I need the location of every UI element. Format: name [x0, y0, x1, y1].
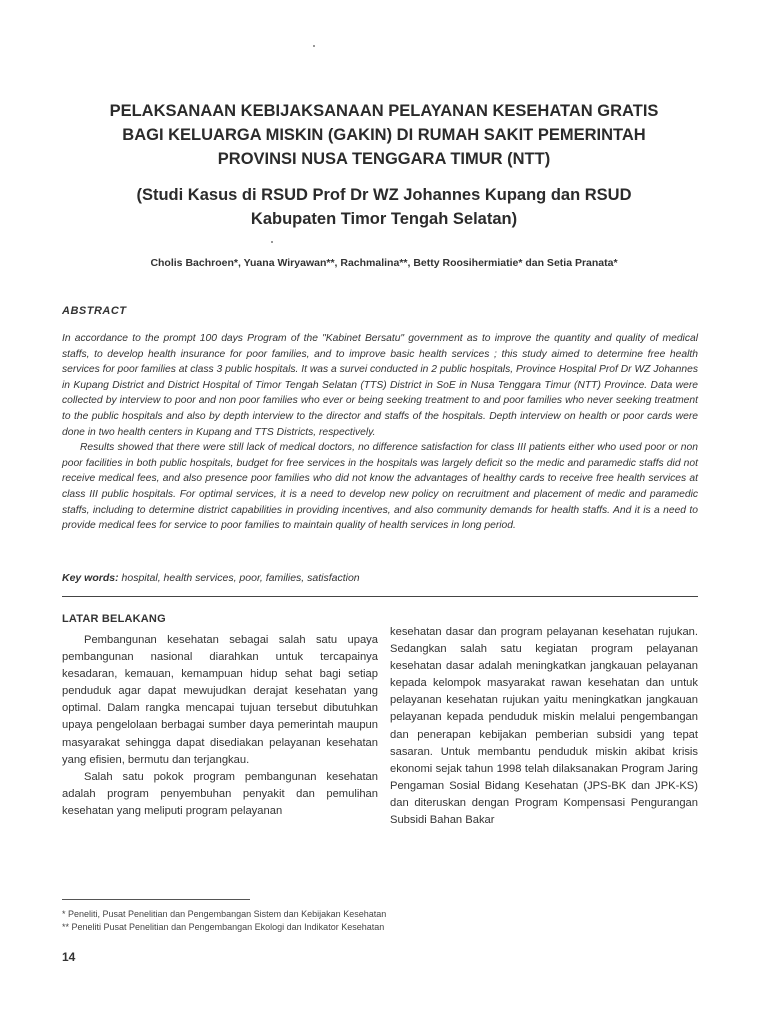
subtitle-line: Kabupaten Timor Tengah Selatan)	[250, 210, 518, 228]
left-column	[62, 612, 378, 820]
section-heading: LATAR BELAKANG	[62, 613, 166, 625]
abstract-body	[62, 331, 698, 534]
keywords-label: Key words:	[62, 572, 119, 584]
body-paragraph: Salah satu pokok program pembangunan kesehatan adalah program penyembuhan penyakit dan pemulihan kesehatan yang meliputi program pelayanan	[62, 770, 378, 817]
title-line: BAGI KELUARGA MISKIN (GAKIN) DI RUMAH SAKIT PEMERINTAH	[122, 126, 646, 144]
keywords	[62, 572, 360, 584]
body-paragraph: kesehatan dasar dan program pelayanan kesehatan rujukan. Sedangkan salah satu kegiatan program pelayanan kesehatan dasar adalah meningkatkan jangkauan pelayanan kepada kelompok masyarakat rawan kesehatan dan untuk pelayanan kesehatan rujukan yaitu meningkatkan jangkauan pelayanan kepada penduduk miskin melalui pengembangan dan penerapan kebijakan pemberian subsidi yang tepat sasaran. Untuk membantu penduduk miskin akibat krisis ekonomi sejak tahun 1998 telah dilaksanakan Program Jaring Pengaman Sosial Bidang Kesehatan (JPS-BK dan JPK-KS) dan diteruskan dengan Program Kompensasi Pengurangan Subsidi Bahan Bakar	[390, 626, 698, 827]
page-number: 14	[62, 950, 76, 964]
section-divider	[62, 596, 698, 597]
scan-speck	[313, 45, 315, 47]
footnote: * Peneliti, Pusat Penelitian dan Pengembangan Sistem dan Kebijakan Kesehatan	[62, 909, 387, 919]
title-line: PELAKSANAAN KEBIJAKSANAAN PELAYANAN KESEHATAN GRATIS	[109, 102, 659, 120]
keywords-text: hospital, health services, poor, families, satisfaction	[121, 572, 360, 584]
footnotes	[62, 908, 386, 934]
author-list: Cholis Bachroen*, Yuana Wiryawan**, Rachmalina**, Betty Roosihermiatie* dan Setia Pranata*	[150, 257, 618, 269]
abstract-paragraph: In accordance to the prompt 100 days Program of the "Kabinet Bersatu" government as to improve the quantity and quality of medical staffs, to develop health insurance for poor families, and to improve basic health services ; this study aimed to determine free health services for poor families at class 3 public hospitals. It was a survei conducted in 2 public hospitals, Province Hospital Prof Dr WZ Johannes in Kupang District and District Hospital of Timor Tengah Selatan (TTS) District in SoE in Nusa Tenggara Timur (NTT) Province. Data were collected by interview to poor and non poor families who ever or being seeking treatment to and poor families who never seeking treatment to the public hospitals and also by depth interview to the director and staffs of the hospitals. Depth interview on health or poor cards were done in two health centers in Kupang and TTS Districts, respectively.	[62, 333, 698, 438]
footnote: ** Peneliti Pusat Penelitian dan Pengembangan Ekologi dan Indikator Kesehatan	[62, 922, 385, 932]
subtitle-line: (Studi Kasus di RSUD Prof Dr WZ Johannes Kupang dan RSUD	[136, 186, 632, 204]
footnote-divider	[62, 899, 250, 900]
right-column	[390, 624, 698, 829]
paper-title	[40, 99, 728, 171]
abstract-heading: ABSTRACT	[62, 305, 127, 317]
title-line: PROVINSI NUSA TENGGARA TIMUR (NTT)	[217, 150, 551, 168]
body-paragraph: Pembangunan kesehatan sebagai salah satu upaya pembangunan nasional diarahkan untuk tercapainya kesadaran, kemauan, kemampuan hidup sehat bagi setiap penduduk agar dapat mewujudkan derajat kesehatan yang optimal. Dalam rangka mencapai tujuan tersebut dibutuhkan upaya pengelolaan berbagai sumber daya pemerintah maupun masyarakat sehingga dapat disediakan pelayanan kesehatan yang efisien, bermutu dan terjangkau.	[62, 634, 378, 766]
abstract-paragraph: Results showed that there were still lack of medical doctors, no difference satisfaction for class III patients either who used poor or non poor facilities in both public hospitals, budget for free services in the hospitals was largely deficit so the medic and paramedic staffs did not receive medical fees, and also presence poor families who did not know the advantages of healthy cards to receive free health services at class III public hospitals. For optimal services, it is a need to develop new policy on recruitment and placement of medic and paramedic staffs, including to determine district capabilities in providing incentives, and also community demands for health staffs. And it is a need to provide medical fees for service to poor families to maintain quality of health services in long period.	[62, 442, 698, 532]
paper-subtitle	[40, 183, 728, 231]
scan-speck	[271, 241, 273, 243]
